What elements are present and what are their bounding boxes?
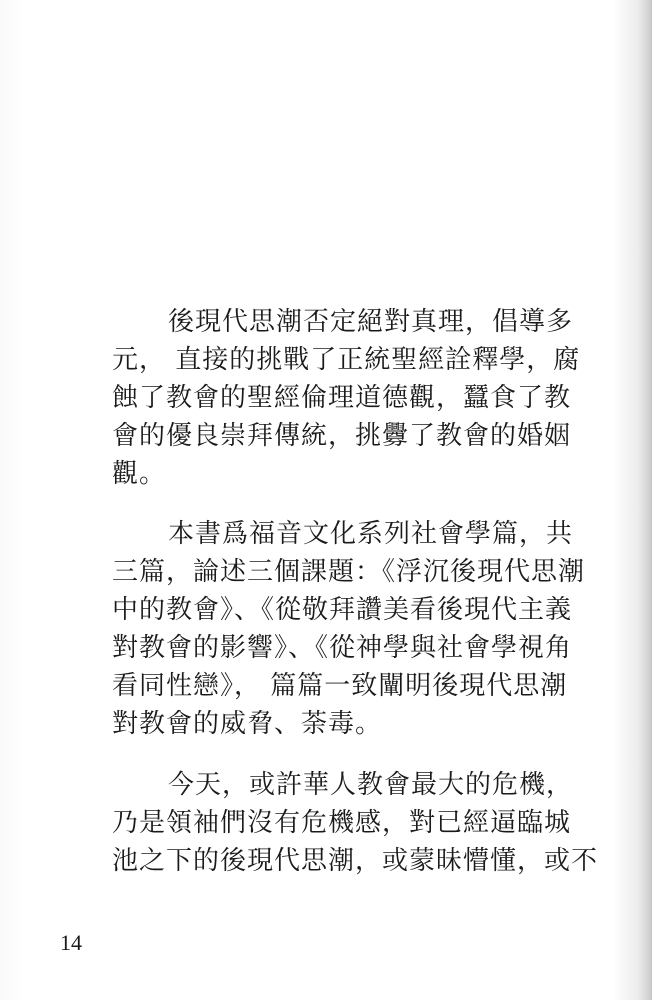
paragraph-church-crisis	[112, 766, 599, 880]
text-line: 看同性戀》， 篇篇一致闡明後現代思潮	[112, 671, 568, 701]
text-line: 乃是領袖們沒有危機感，對已經逼臨城	[112, 808, 572, 838]
text-line: 三篇，論述三個課題：《浮沉後現代思潮	[112, 557, 586, 587]
text-line: 中的教會》、《從敬拜讚美看後現代主義	[112, 595, 573, 625]
text-line: 池之下的後現代思潮，或蒙昧懵懂，或不	[112, 846, 599, 876]
text-line: 蝕了教會的聖經倫理道德觀，蠶食了教	[112, 383, 572, 413]
text-line: 後現代思潮否定絕對真理，倡導多	[168, 307, 574, 337]
paragraph-book-series	[112, 515, 586, 743]
page-edge-shadow	[638, 0, 652, 1000]
text-line: 對教會的威脅、荼毒。	[112, 709, 383, 739]
text-line: 觀。	[112, 459, 167, 489]
page-number: 14	[60, 930, 82, 955]
text-line: 對教會的影響》、《從神學與社會學視角	[112, 633, 573, 663]
text-line: 今天，或許華人教會最大的危機，	[168, 770, 574, 800]
text-line: 本書爲福音文化系列社會學篇，共	[168, 519, 574, 549]
text-line: 會的優良崇拜傳統，挑釁了教會的婚姻	[112, 421, 572, 451]
text-line: 元， 直接的挑戰了正統聖經詮釋學，腐	[112, 345, 581, 375]
paragraph-postmodern-critique	[112, 303, 581, 493]
